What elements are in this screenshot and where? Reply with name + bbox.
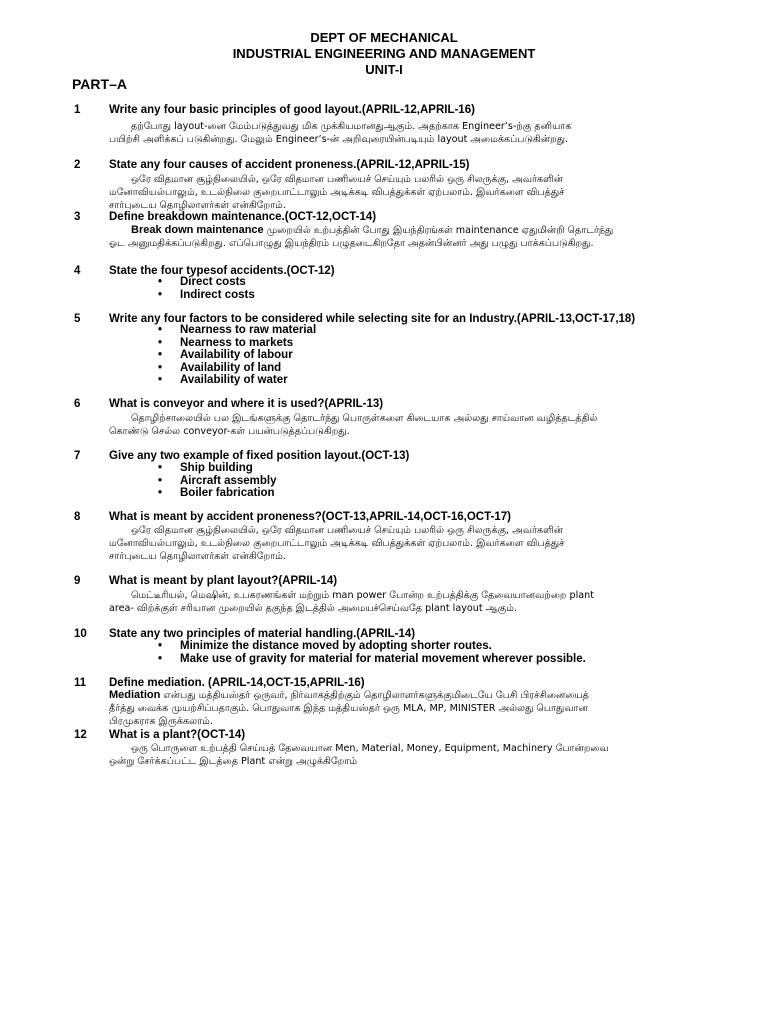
list-item: • Boiler fabrication — [158, 487, 277, 500]
question-text: Write any four factors to be considered while selecting site for an Industry.(APRIL-13,OCT-17,18) — [109, 313, 636, 325]
question-number: 11 — [74, 677, 87, 689]
answer-text — [109, 689, 729, 729]
answer-line: சார்புடைய தொழிலாளர்கள் என்கிறோம். — [109, 200, 286, 212]
answer-line: ஓட அனுமதிக்கப்படுகிறது. எப்பொழுது இயந்திரம் பழுதடைகிறதோ அதன்பின்னர் அது பழுது பாக்கப்படுகிறது. — [109, 238, 594, 250]
subject-title: INDUSTRIAL ENGINEERING AND MANAGEMENT — [232, 46, 536, 61]
answer-line: தற்போது layout-னை மேம்படுத்துவது மிக முக்கியமானதுஆகும். அதற்காக Engineer’s-ற்கு தனியாக — [131, 121, 572, 132]
question-text: Write any four basic principles of good layout.(APRIL-12,APRIL-16) — [109, 104, 475, 116]
question-number: 6 — [74, 398, 81, 410]
list-item: • Direct costs — [158, 276, 255, 289]
part-title: PART–A — [72, 76, 127, 92]
answer-line: ஒன்று சேர்க்கப்பட்ட இடத்தை Plant என்று அழுக்கிறோம் — [109, 756, 358, 768]
question-number: 1 — [74, 104, 81, 116]
question-number: 7 — [74, 450, 81, 462]
answer-line: area- விற்க்குள் சரியான முறையில் தகுந்த இடத்தில் அமையச்செய்வதே plant layout ஆகும். — [109, 603, 518, 615]
answer-lead-term: Mediation — [109, 689, 161, 701]
question-number: 9 — [74, 575, 81, 587]
answer-line: மனோவியல்பாலும், உடல்நிலை குறைபாட்டாலும் அடிக்கடி விபத்துக்கள் ஏற்பலாம். இவர்களை விபத்துச் — [109, 538, 565, 550]
question-text: Give any two example of fixed position layout.(OCT-13) — [109, 450, 410, 462]
question-number: 2 — [74, 159, 81, 171]
answer-line: ஒரே விதமான சூழ்நிலையில், ஒரே விதமான பணியைச் செய்யும் பலரில் ஒரு சிலருக்கு, அவர்களின் — [131, 525, 564, 536]
answer-text — [109, 742, 729, 768]
bullet-list — [158, 640, 586, 665]
list-item: • Make use of gravity for material for material movement wherever possible. — [158, 653, 586, 666]
bullet-list — [158, 462, 277, 500]
question-number: 5 — [74, 313, 81, 325]
answer-text — [109, 173, 729, 213]
answer-line: மனோவியல்பாலும், உடல்நிலை குறைபாட்டாலும் அடிக்கடி விபத்துக்கள் ஏற்பலாம். இவர்களை விபத்துச் — [109, 187, 565, 199]
question-text: What is conveyor and where it is used?(APRIL-13) — [109, 398, 384, 410]
list-item: • Availability of labour — [158, 349, 316, 362]
answer-text — [109, 412, 729, 438]
answer-text — [109, 524, 729, 564]
question-text: What is meant by accident proneness?(OCT-13,APRIL-14,OCT-16,OCT-17) — [109, 511, 511, 523]
answer-line: தொழிற்சாலையில் பல இடங்களுக்கு தொடர்ந்து பொருள்களை கிடையாக அல்லது சாய்வான வழித்தடத்தில் — [131, 413, 598, 424]
list-item: • Nearness to raw material — [158, 324, 316, 337]
list-item: • Ship building — [158, 462, 277, 475]
question-text: State the four typesof accidents.(OCT-12) — [109, 265, 335, 277]
question-number: 8 — [74, 511, 81, 523]
question-number: 10 — [74, 628, 87, 640]
list-item: • Availability of water — [158, 374, 316, 387]
question-number: 3 — [74, 211, 81, 223]
question-text: What is a plant?(OCT-14) — [109, 729, 246, 741]
bullet-list — [158, 276, 255, 301]
answer-text — [109, 224, 729, 250]
dept-title: DEPT OF MECHANICAL — [310, 30, 458, 45]
answer-line: மெட்டீரியல், மெஷின், உபகரணங்கள் மற்றும் man power போன்ற உற்பத்திக்கு தேவையானவற்றை plant — [131, 590, 594, 601]
answer-line: என்பது மத்தியஸ்தர் ஒருவர், நிர்வாகத்திற்கும் தொழிலாளர்களுக்குமிடையே பேசி பிரச்சினையைத் — [160, 690, 589, 701]
unit-title: UNIT-I — [365, 62, 403, 77]
list-item: • Indirect costs — [158, 289, 255, 302]
bullet-list — [158, 324, 316, 387]
question-text: State any four causes of accident proneness.(APRIL-12,APRIL-15) — [109, 159, 470, 171]
answer-line: கொண்டு செல்ல conveyor-கள் பயன்படுத்தப்படுகிறது. — [109, 426, 350, 438]
answer-line: பிரமுகராக இருக்கலாம். — [109, 716, 213, 728]
list-item: • Nearness to markets — [158, 337, 316, 350]
answer-lead-term: Break down maintenance — [131, 224, 264, 236]
list-item: • Availability of land — [158, 362, 316, 375]
question-number: 12 — [74, 729, 87, 741]
answer-text — [109, 589, 729, 615]
question-text: State any two principles of material handling.(APRIL-14) — [109, 628, 416, 640]
question-text: Define mediation. (APRIL-14,OCT-15,APRIL-16) — [109, 677, 365, 689]
answer-line: பயிற்சி அளிக்கப் படுகின்றது. மேலும் Engineer’s-ன் அறிவுரையின்படியும் layout அமைக்கப்படுகின்றது. — [109, 134, 569, 146]
answer-text — [109, 120, 729, 146]
answer-line: முறையில் உற்பத்தின் போது இயந்திரங்கள் maintenance ஏதுமின்றி தொடர்ந்து — [263, 225, 614, 236]
answer-line: தீர்த்து வைக்க முயற்சிப்பதாகும். பொதுவாக இந்த மத்தியஸ்தர் ஒரு MLA, MP, MINISTER அல்லது பொதுவான — [109, 703, 588, 715]
question-text: Define breakdown maintenance.(OCT-12,OCT-14) — [109, 211, 377, 223]
answer-line: ஒரு பொருளை உற்பத்தி செய்யத் தேவையான Men, Material, Money, Equipment, Machinery போன்றவை — [131, 743, 609, 754]
answer-line: சார்புடைய தொழிலாளர்கள் என்கிறோம். — [109, 551, 286, 563]
question-text: What is meant by plant layout?(APRIL-14) — [109, 575, 338, 587]
question-number: 4 — [74, 265, 81, 277]
list-item: • Aircraft assembly — [158, 475, 277, 488]
list-item: • Minimize the distance moved by adopting shorter routes. — [158, 640, 586, 653]
answer-line: ஒரே விதமான சூழ்நிலையில், ஒரே விதமான பணியைச் செய்யும் பலரில் ஒரு சிலருக்கு, அவர்களின் — [131, 174, 564, 185]
